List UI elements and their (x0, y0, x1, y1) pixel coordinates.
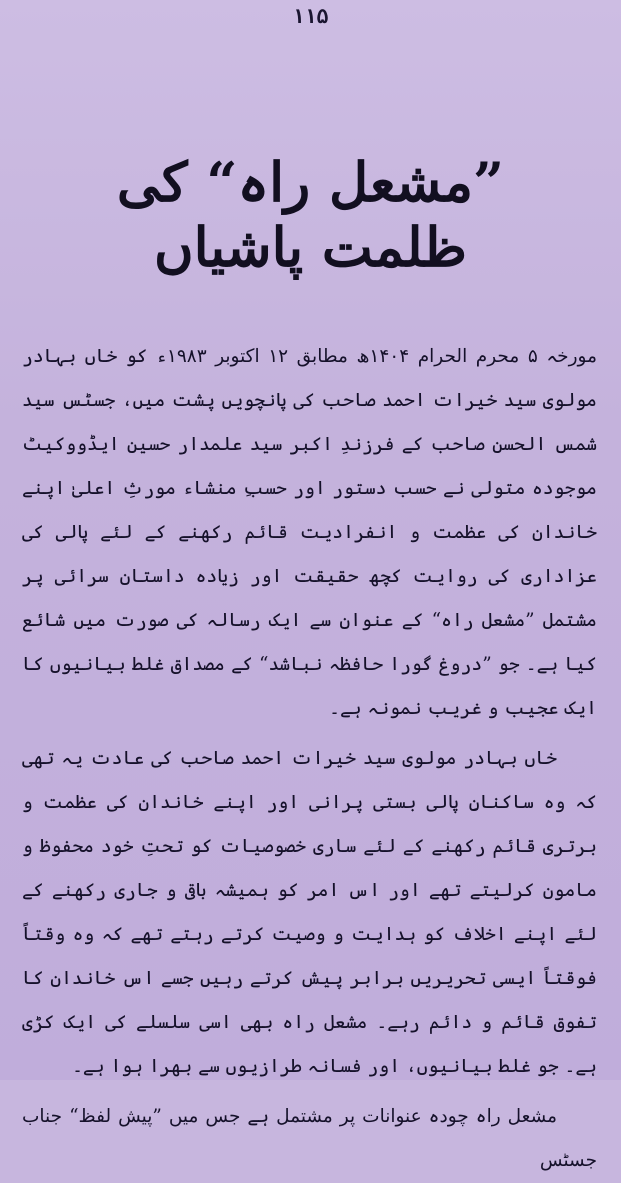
chapter-title: ”مشعل راہ“ کی ظلمت پاشیاں (116, 150, 505, 279)
paragraph-3: مشعل راہ چودہ عنوانات پر مشتمل ہے جس میں ”پیش لفظ“ جناب جسٹس (22, 1106, 597, 1171)
paragraph-2: خاں بہادر مولوی سید خیرات احمد صاحب کی عادت یہ تھی کہ وہ ساکنانِ پالی بستی پرانی اور اپنے خاندان کی عظمت و برتری قائم رکھنے کے لئے ساری خصوصیات کو تحتِ خود محفوظ و مامون کرلیتے تھے اور اس امر کو ہمیشہ باقی و جاری رکھنے کے لئے اپنے اخلاف کو ہدایت و وصیت کرتے رہتے تھے کہ وہ وقتاً فوقتاً ایسی تحریریں برابر پیش کرتے رہیں جسے اس خاندان کا تفوق قائم و دائم رہے۔ مشعل راہ بھی اسی سلسلے کی ایک کڑی ہے۔ جو غلط بیانیوں، اور فسانہ طرازیوں سے بھرا ہوا ہے۔ (22, 748, 597, 1077)
page-number: ۱۱۵ (292, 4, 329, 28)
body-text (22, 335, 597, 1183)
paragraph-1: مورخہ ۵ محرم الحرام ۱۴۰۴ھ مطابق ۱۲ اکتوبر ۱۹۸۳ء کو خاں بہادر مولوی سید خیرات احمد صاحب کی پانچویں پشت میں، جسٹس سید شمس الحسن صاحب کے فرزندِ اکبر سید علمدار حسین ایڈووکیٹ موجودہ متولی نے حسب دستور اور حسبِ منشاء مورثِ اعلیٰ اپنے خاندان کی عظمت و انفرادیت قائم رکھنے کے لئے پالی کی عزاداری کی روایت کچھ حقیقت اور زیادہ داستان سرائی پر مشتمل ”مشعل راہ“ کے عنوان سے ایک رسالہ کی صورت میں شائع کیا ہے۔ جو ”دروغ گورا حافظہ نباشد“ کے مصداق غلط بیانیوں کا ایک عجیب و غریب نمونہ ہے۔ (22, 346, 597, 719)
